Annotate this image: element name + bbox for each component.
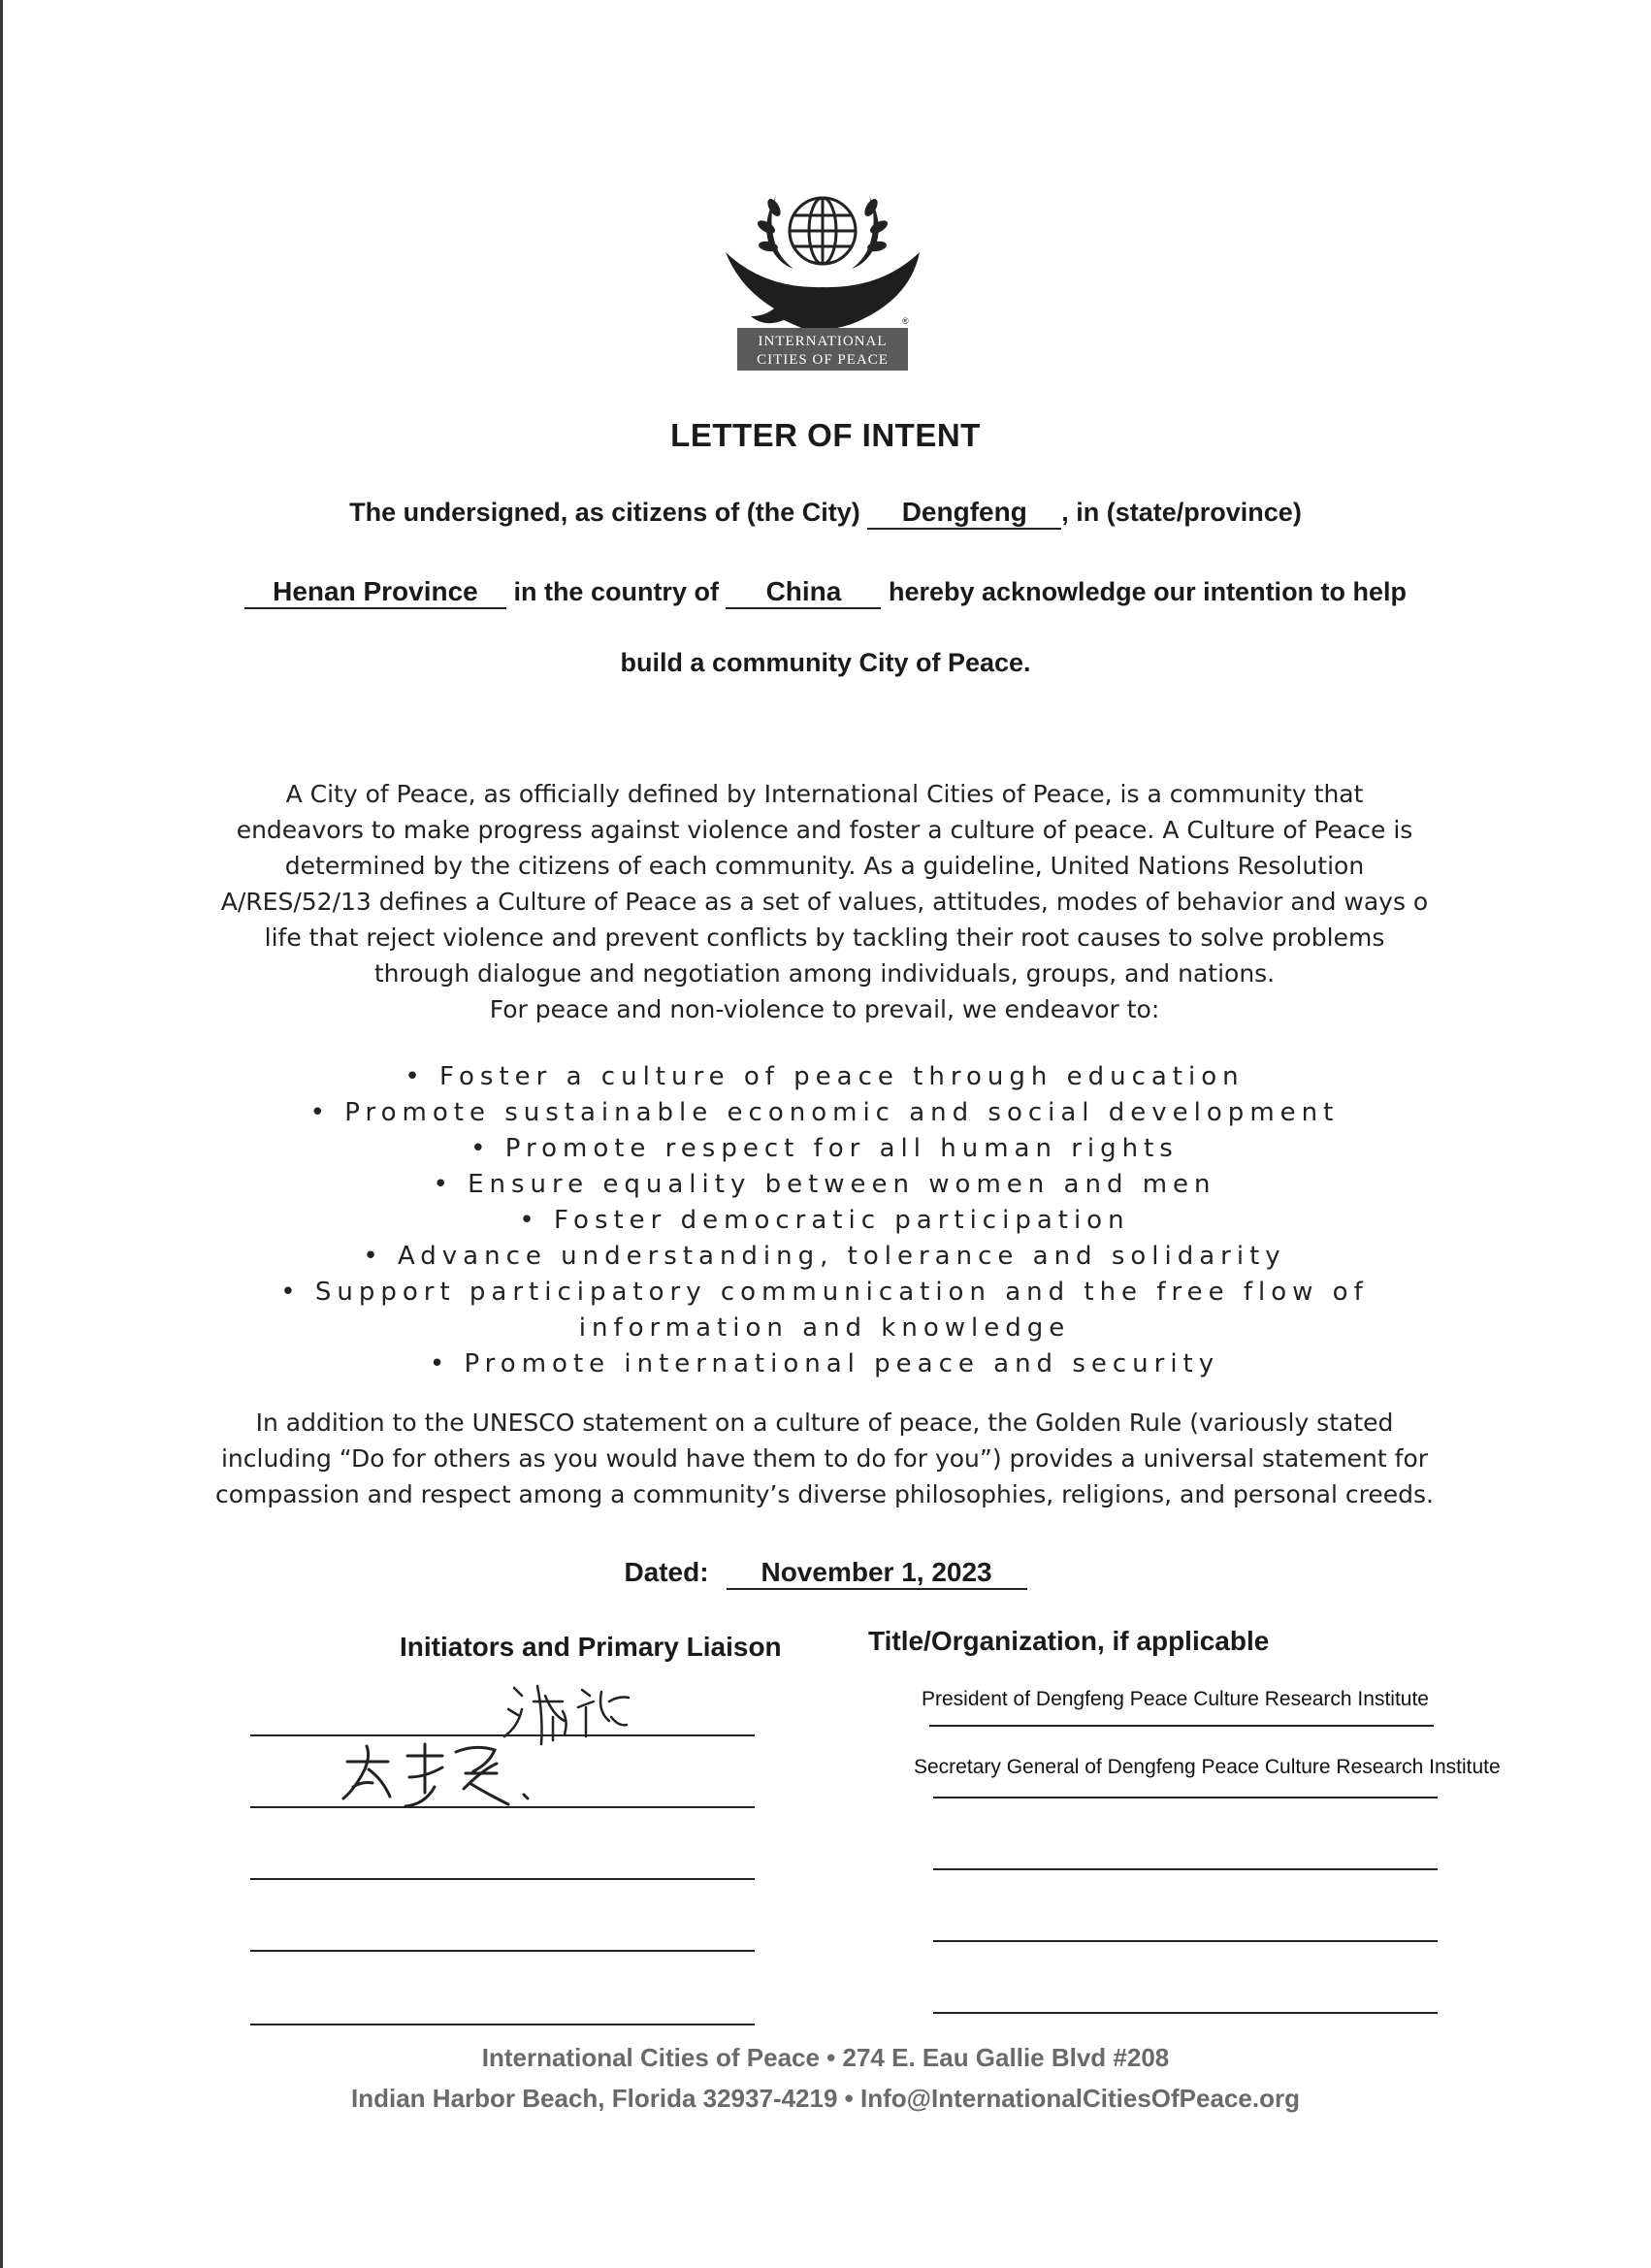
- document-title: LETTER OF INTENT: [670, 417, 981, 453]
- list-item: • Promote respect for all human rights: [470, 1134, 1179, 1163]
- definition-line: life that reject violence and prevent conflicts by tackling their root causes to solve problems: [264, 923, 1385, 952]
- list-item: • Promote international peace and security: [429, 1349, 1220, 1378]
- golden-rule-line: compassion and respect among a community’s diverse philosophies, religions, and personal creeds.: [215, 1480, 1434, 1508]
- list-item: • Promote sustainable economic and social development: [309, 1098, 1340, 1127]
- intro-line-1: [0, 497, 1651, 530]
- dated-row: [0, 1557, 1651, 1590]
- title-organization-heading: Title/Organization, if applicable: [868, 1626, 1270, 1656]
- footer-address: International Cities of Peace • 274 E. Eau Gallie Blvd #208: [481, 2043, 1170, 2072]
- definition-line: through dialogue and negotiation among individuals, groups, and nations.: [373, 959, 1276, 988]
- golden-rule-paragraph: [175, 1405, 1474, 1512]
- signature-line: [250, 2024, 755, 2025]
- intro-text: The undersigned, as citizens of (the City): [349, 498, 860, 527]
- intro-text: hereby acknowledge our intention to help: [888, 577, 1408, 606]
- province-field: Henan Province: [244, 576, 506, 609]
- intro-line-3: build a community City of Peace.: [620, 648, 1031, 677]
- footer-contact: Indian Harbor Beach, Florida 32937-4219 • Info@InternationalCitiesOfPeace.org: [351, 2084, 1300, 2113]
- list-item: • Ensure equality between women and men: [433, 1170, 1216, 1199]
- globe-icon: [790, 198, 856, 264]
- title-line: [933, 1940, 1438, 1942]
- list-item: • Foster democratic participation: [519, 1206, 1130, 1235]
- title-line: [933, 2012, 1438, 2014]
- golden-rule-line: including “Do for others as you would have them to do for you”) provides a universal statement for: [220, 1444, 1429, 1473]
- city-field: Dengfeng: [867, 497, 1061, 530]
- title-line: [933, 1797, 1438, 1798]
- list-item: information and knowledge: [578, 1313, 1071, 1343]
- signature-line: [250, 1950, 755, 1952]
- definition-line: A/RES/52/13 defines a Culture of Peace as a set of values, attitudes, modes of behavior and ways o: [220, 888, 1429, 916]
- golden-rule-line: In addition to the UNESCO statement on a culture of peace, the Golden Rule (variously stated: [255, 1409, 1394, 1437]
- title-line: [933, 1868, 1438, 1870]
- signatory-title: President of Dengfeng Peace Culture Research Institute: [922, 1688, 1429, 1710]
- title-line: [929, 1725, 1434, 1727]
- logo-text-line1: INTERNATIONAL: [758, 334, 888, 349]
- international-cities-of-peace-logo: [718, 167, 927, 376]
- date-field: November 1, 2023: [727, 1557, 1027, 1590]
- intro-text: , in (state/province): [1061, 498, 1302, 527]
- list-item: • Foster a culture of peace through education: [405, 1062, 1245, 1091]
- page-edge: [0, 0, 3, 2268]
- initiators-heading: Initiators and Primary Liaison: [400, 1632, 782, 1662]
- list-item: • Advance understanding, tolerance and solidarity: [363, 1242, 1286, 1271]
- intro-text: in the country of: [513, 577, 719, 606]
- dated-label: Dated:: [624, 1557, 709, 1587]
- definition-paragraph: [175, 776, 1474, 1027]
- logo-text-line2: CITIES OF PEACE: [757, 352, 889, 368]
- definition-line: endeavors to make progress against violence and foster a culture of peace. A Culture of Peace is: [236, 816, 1413, 844]
- signatory-title: Secretary General of Dengfeng Peace Culture Research Institute: [914, 1756, 1501, 1778]
- goals-list: [146, 1059, 1504, 1382]
- registered-mark: ®: [902, 316, 909, 326]
- list-item: • Support participatory communication and the free flow of: [280, 1278, 1369, 1307]
- footer: [0, 2037, 1651, 2119]
- handwritten-signature-2: [340, 1738, 553, 1816]
- country-field: China: [726, 576, 881, 609]
- definition-line: For peace and non-violence to prevail, we endeavor to:: [489, 995, 1160, 1023]
- definition-line: A City of Peace, as officially defined by International Cities of Peace, is a community that: [285, 780, 1364, 808]
- signature-line: [250, 1878, 755, 1880]
- intro-line-2: [0, 576, 1651, 609]
- definition-line: determined by the citizens of each community. As a guideline, United Nations Resolution: [284, 852, 1365, 880]
